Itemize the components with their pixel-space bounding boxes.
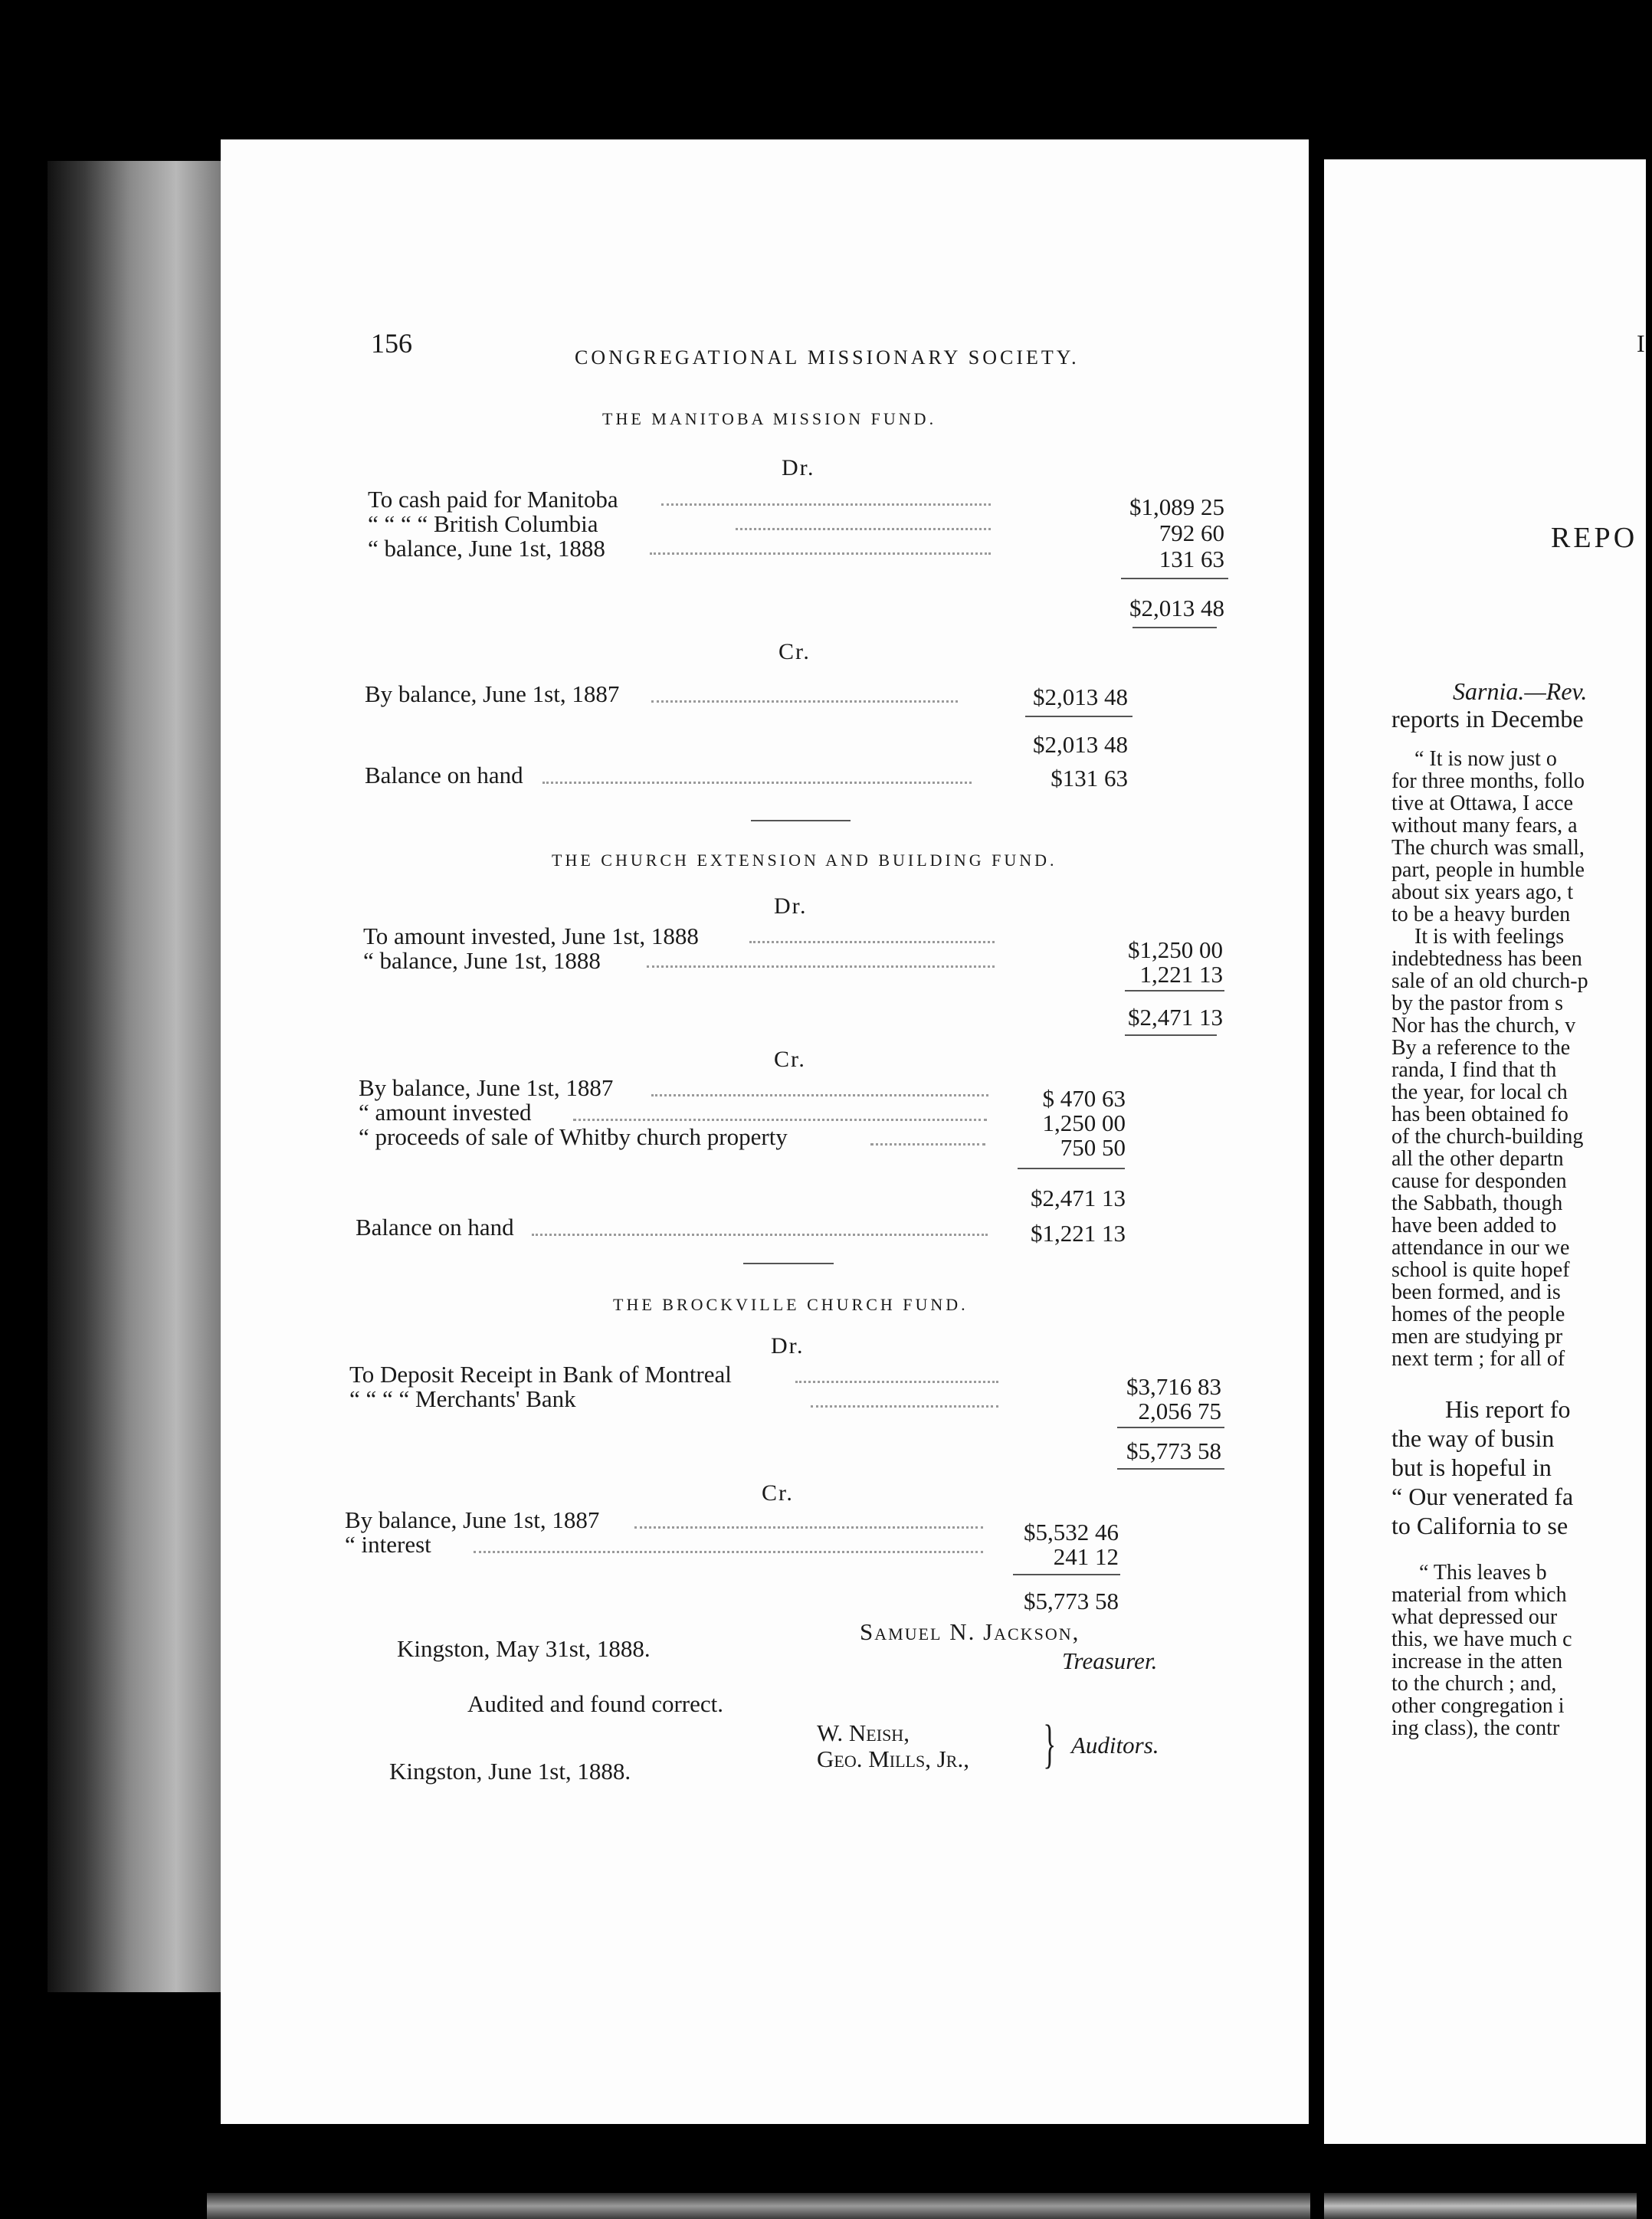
brockville-dr-amount-1: $3,716 83 (1126, 1373, 1221, 1400)
right-page (1324, 159, 1646, 2144)
church-extension-cr-amount-2: 1,250 00 (1042, 1110, 1126, 1136)
bottom-page-edge (207, 2193, 1310, 2219)
leader-dots (651, 700, 958, 703)
treasurer-title: Treasurer. (1062, 1647, 1158, 1674)
leader-dots (651, 1094, 988, 1096)
right-page-heading: REPO (1551, 522, 1638, 554)
manitoba-balance-amount: $131 63 (1051, 765, 1128, 792)
manitoba-dr-amount-3: 131 63 (1159, 546, 1224, 572)
brockville-cr-line-1: By balance, June 1st, 1887 (345, 1506, 600, 1533)
brockville-dr-label: Dr. (771, 1333, 805, 1359)
church-extension-balance-label: Balance on hand (356, 1214, 514, 1241)
leader-dots (749, 941, 995, 943)
leader-dots (870, 1143, 985, 1146)
leader-dots (795, 1381, 998, 1383)
church-extension-cr-line-1: By balance, June 1st, 1887 (359, 1074, 614, 1101)
leader-dots (542, 782, 972, 784)
manitoba-dr-line-1: To cash paid for Manitoba (368, 486, 618, 513)
right-line-sarnia: Sarnia.—Rev. (1453, 677, 1588, 705)
page-number: 156 (371, 328, 412, 359)
manitoba-dr-line-3: “ balance, June 1st, 1888 (368, 535, 605, 562)
manitoba-cr-label: Cr. (778, 639, 811, 664)
right-column-paragraph-2: His report fo the way of busin but is hopeful in “ Our venerated fa to California to se (1391, 1395, 1574, 1539)
right-page-number: I (1637, 329, 1645, 357)
manitoba-dr-label: Dr. (782, 455, 815, 480)
brockville-cr-amount-1: $5,532 46 (1024, 1519, 1119, 1545)
audited-note: Audited and found correct. (467, 1690, 723, 1717)
section-divider (751, 820, 851, 821)
place-date-2: Kingston, June 1st, 1888. (389, 1758, 631, 1785)
total-rule (1132, 627, 1217, 628)
manitoba-dr-line-2: “ “ “ “ British Columbia (368, 510, 598, 537)
manitoba-cr-amount-1: $2,013 48 (1033, 683, 1128, 710)
brockville-title: THE BROCKVILLE CHURCH FUND. (613, 1295, 969, 1314)
brockville-cr-label: Cr. (762, 1480, 794, 1506)
left-page (221, 139, 1309, 2124)
book-spine-edge (48, 161, 231, 1992)
auditor-2: Geo. Mills, Jr., (817, 1745, 969, 1772)
manitoba-cr-line-1: By balance, June 1st, 1887 (365, 680, 620, 707)
brockville-dr-total: $5,773 58 (1126, 1437, 1221, 1464)
manitoba-dr-total: $2,013 48 (1129, 595, 1224, 621)
church-extension-dr-line-2: “ balance, June 1st, 1888 (363, 947, 601, 974)
sum-rule (1117, 1427, 1224, 1428)
church-extension-cr-label: Cr. (774, 1047, 806, 1072)
leader-dots (573, 1119, 987, 1121)
church-extension-dr-amount-2: 1,221 13 (1139, 961, 1223, 988)
brace: } (1043, 1715, 1057, 1774)
church-extension-cr-line-2: “ amount invested (359, 1099, 532, 1126)
church-extension-dr-total: $2,471 13 (1128, 1004, 1223, 1031)
manitoba-fund-title: THE MANITOBA MISSION FUND. (602, 409, 937, 428)
brockville-cr-line-2: “ interest (345, 1531, 431, 1558)
church-extension-cr-amount-1: $ 470 63 (1042, 1085, 1126, 1112)
place-date-1: Kingston, May 31st, 1888. (397, 1635, 651, 1662)
treasurer-name: Samuel N. Jackson, (860, 1618, 1080, 1645)
church-extension-cr-total: $2,471 13 (1031, 1185, 1126, 1211)
church-extension-dr-label: Dr. (774, 893, 808, 919)
leader-dots (532, 1234, 988, 1236)
sum-rule (1121, 578, 1228, 579)
church-extension-dr-amount-1: $1,250 00 (1128, 936, 1223, 963)
sum-rule (1125, 990, 1224, 992)
manitoba-dr-amount-1: $1,089 25 (1129, 493, 1224, 520)
brockville-dr-line-1: To Deposit Receipt in Bank of Montreal (349, 1361, 732, 1388)
brockville-dr-amount-2: 2,056 75 (1138, 1398, 1221, 1424)
manitoba-cr-total: $2,013 48 (1033, 731, 1128, 758)
right-column-paragraph-3: “ This leaves b material from which what depressed our this, we have much c increase in the atten to the church ; and, other congregation i ing class), the contr (1391, 1561, 1572, 1740)
church-extension-dr-line-1: To amount invested, June 1st, 1888 (363, 923, 699, 949)
leader-dots (811, 1405, 998, 1408)
leader-dots (650, 552, 991, 555)
manitoba-dr-amount-2: 792 60 (1159, 520, 1224, 546)
leader-dots (661, 503, 991, 506)
church-extension-balance-amount: $1,221 13 (1031, 1220, 1126, 1247)
leader-dots (634, 1526, 983, 1529)
total-rule (1125, 1034, 1217, 1036)
church-extension-cr-line-3: “ proceeds of sale of Whitby church property (359, 1123, 788, 1150)
manitoba-balance-label: Balance on hand (365, 762, 523, 788)
auditors-title: Auditors. (1071, 1732, 1159, 1758)
running-head: CONGREGATIONAL MISSIONARY SOCIETY. (575, 346, 1080, 369)
right-line-reports: reports in Decembe (1391, 705, 1584, 733)
auditor-1: W. Neish, (817, 1719, 910, 1746)
church-extension-title: THE CHURCH EXTENSION AND BUILDING FUND. (552, 851, 1057, 870)
brockville-cr-amount-2: 241 12 (1053, 1543, 1119, 1570)
leader-dots (474, 1551, 983, 1553)
brockville-cr-total: $5,773 58 (1024, 1588, 1119, 1614)
sum-rule (1018, 1168, 1125, 1169)
total-rule (1117, 1468, 1224, 1470)
church-extension-cr-amount-3: 750 50 (1060, 1134, 1126, 1161)
right-column-paragraph-1: “ It is now just o for three months, follo tive at Ottawa, I acce without many fears, a The church was small, part, people in humble about six years ago, t to be a heavy burden It is with feelings indebtedness has been sale of an old church-p by the pastor from s Nor has the church, v By a reference to the randa, I find that th the year, for local ch has been obtained fo of the church-building all the other departn cause for desponden the Sabbath, though have been added to attendance in our we school is quite hopef been formed, and is homes of the people men are studying pr next term ; for all of (1391, 747, 1588, 1371)
leader-dots (647, 965, 995, 968)
sum-rule (1025, 716, 1132, 717)
brockville-dr-line-2: “ “ “ “ Merchants' Bank (349, 1385, 576, 1412)
section-divider (743, 1263, 834, 1264)
sum-rule (1013, 1574, 1120, 1575)
bottom-page-edge-right (1324, 2193, 1637, 2219)
leader-dots (736, 528, 991, 530)
